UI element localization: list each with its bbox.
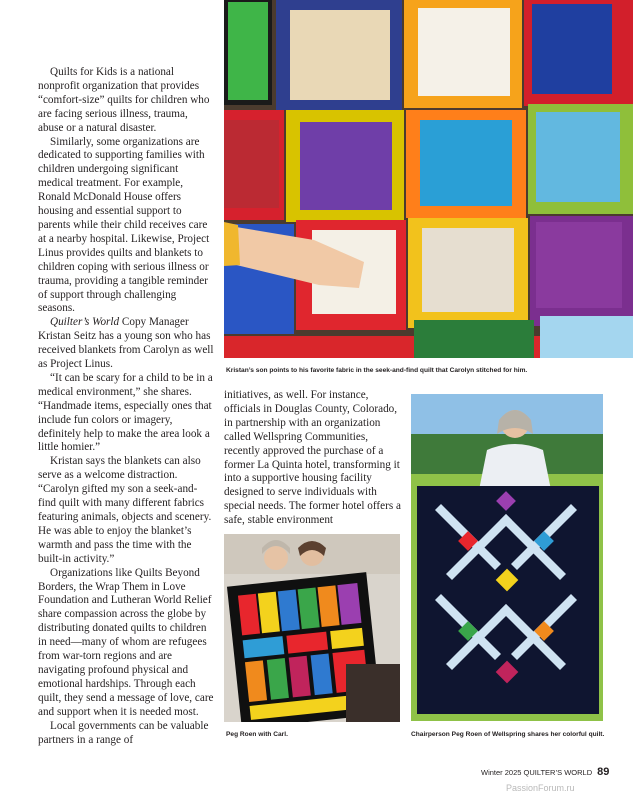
article-column-1 [38, 66, 214, 747]
paragraph: Quilts for Kids is a national nonprofit organization that provides “comfort-size” quilts for children who are facing serious illness, trauma, abuse or a natural disaster. [38, 66, 210, 134]
paragraph: Organizations like Quilts Beyond Borders, the Wrap Them in Love Foundation and Lutheran World Relief share compassion across the globe by distributing donated quilts to children in need—many of whom are refugees from war-torn regions and are navigating profound physical and emotional hardships. Through each quilt, they send a message of love, care and support when it is needed most. [38, 566, 214, 718]
caption-top: Kristan’s son points to his favorite fabric in the seek-and-find quilt that Carolyn stitched for him. [226, 367, 528, 374]
paragraph: “It can be scary for a child to be in a medical environment,” she shares. “Handmade items, especially ones that include fun colors or imagery, definitely help to make the area look a little homier.” [38, 371, 213, 454]
wellspring-quilt-image [411, 394, 603, 721]
watermark: PassionForum.ru [506, 783, 575, 793]
paragraph: initiatives, as well. For instance, officials in Douglas County, Colorado, in partnership with an organization called Wellspring Communities, recently approved the purchase of a former La Quinta hotel, transforming it into a supportive housing facility designed to serve individuals with special needs. The former hotel offers a safe, stable environment [224, 389, 401, 527]
paragraph [38, 316, 214, 372]
quilt-photo-bottom-left [224, 534, 400, 722]
peg-and-carl-image [224, 534, 400, 722]
paragraph: Kristan says the blankets can also serve as a welcome distraction. “Carolyn gifted my son a seek-and-find quilt with many different fabrics featuring animals, objects and scenery. He was able to enjoy the blanket’s warmth and pass the time with the built-in activity.” [38, 455, 212, 565]
seek-and-find-quilt-image [224, 0, 633, 358]
magazine-name: Quilter’s World [50, 316, 120, 329]
caption-bottom-right: Chairperson Peg Roen of Wellspring shares her colorful quilt. [411, 731, 605, 738]
quilt-photo-top [224, 0, 633, 358]
page-footer [481, 766, 609, 778]
quilt-photo-bottom-right [411, 394, 603, 721]
paragraph: Local governments can be valuable partners in a range of [38, 719, 209, 746]
article-column-2 [224, 389, 405, 528]
page-number: 89 [597, 766, 610, 778]
paragraph: Similarly, some organizations are dedicated to supporting families with children undergoing significant medical treatment. For example, Ronald McDonald House offers housing and essential support to parents while their child receives care at a nearby hospital. Likewise, Project Linus provides quilts and blankets to children coping with serious illness or trauma, providing a tangible reminder of support through challenging seasons. [38, 135, 210, 315]
issue-label: Winter 2025 QUILTER’S WORLD [481, 768, 593, 777]
paragraph-text: Copy Manager Kristan Seitz has a young son who has received blankets from Carolyn as well as Project Linus. [38, 316, 214, 371]
caption-bottom-left: Peg Roen with Carl. [226, 731, 288, 738]
